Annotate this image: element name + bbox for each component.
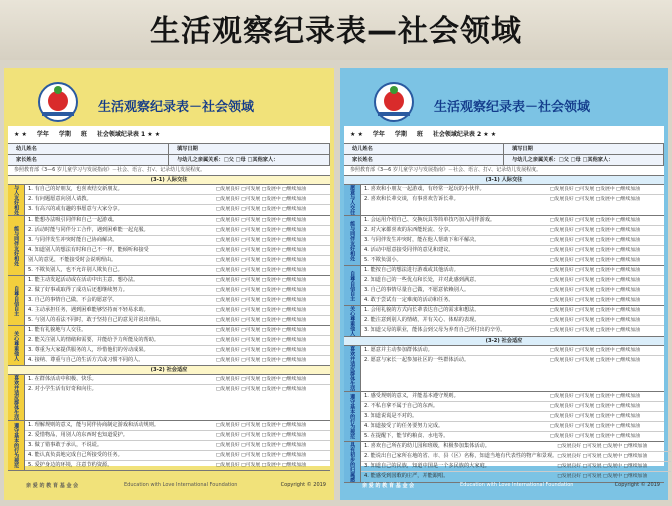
rating-checkboxes[interactable]: □发展良好 □可发展 □发展中 □继续加油 (216, 277, 306, 283)
rating-checkboxes[interactable]: □发展良好 □可发展 □发展中 □继续加油 (216, 297, 306, 303)
rating-checkboxes[interactable]: □发展良好 □可发展 □发展中 □继续加油 (550, 327, 640, 333)
category-label: 喜欢并适应群体生活 (344, 346, 361, 391)
item-list (25, 375, 330, 420)
item-list (25, 421, 330, 470)
observation-item (361, 286, 664, 296)
item-text: 5. 不欺负弱小。 (364, 257, 402, 264)
item-text: 2. 不私自拿不属于自己的东西。 (364, 403, 439, 410)
item-list (361, 346, 664, 391)
rating-checkboxes[interactable]: □发展良好 □可发展 □发展中 □继续加油 (550, 403, 640, 409)
observation-item (361, 452, 671, 462)
rating-checkboxes[interactable]: □发展良好 □可发展 □发展中 □继续加油 (216, 247, 306, 253)
item-list (25, 276, 330, 325)
rating-checkboxes[interactable]: □发展良好 □可发展 □发展中 □继续加油 (550, 277, 640, 283)
item-text: 5. 爱护身边的环境，注意节约资源。 (28, 462, 113, 469)
rating-checkboxes[interactable]: □发展良好 □可发展 □发展中 □继续加油 (216, 307, 306, 313)
sheet-header (340, 68, 668, 128)
field-label: 家长姓名 (344, 155, 504, 165)
rating-checkboxes[interactable]: □发展良好 □可发展 □发展中 □继续加油 (550, 423, 640, 429)
item-text: 2. 能关注别人的情绪和需要，并能给予力所能及的帮助。 (28, 337, 160, 344)
item-text: 3. 做了错事敢于承认，不说谎。 (28, 442, 103, 449)
sheet-footer (340, 470, 668, 500)
observation-item (361, 246, 664, 256)
item-list (25, 185, 330, 215)
observation-item (361, 216, 664, 226)
item-text: 2. 有问题愿意向别人请教。 (28, 196, 92, 203)
observation-item (25, 236, 330, 246)
category-label: 与人友好相处 (8, 185, 25, 215)
rating-checkboxes[interactable]: □发展良好 □可发展 □发展中 □继续加油 (550, 247, 640, 253)
item-text: 2. 做了好事或取得了成功后还想继续努力。 (28, 287, 128, 294)
category-label: 关心尊重他人 (344, 306, 361, 336)
observation-item (25, 185, 330, 195)
rating-checkboxes[interactable]: □发展良好 □可发展 □发展中 □继续加油 (216, 196, 306, 202)
rating-checkboxes[interactable]: □发展良好 □可发展 □发展中 □继续加油 (557, 443, 648, 449)
rating-checkboxes[interactable]: □发展良好 □可发展 □发展中 □继续加油 (216, 317, 306, 323)
meta-label: ★ ★ (14, 130, 27, 138)
item-text: 5. 不欺负别人，也不允许别人欺负自己。 (28, 267, 123, 274)
meta-label: 学年 (372, 130, 385, 138)
category-label: 喜欢并适应群体生活 (8, 375, 25, 420)
item-text: 3. 有高兴的或有趣的事愿意与大家分享。 (28, 206, 123, 213)
observation-item (25, 286, 330, 296)
meta-label: 社会领域纪录表 2 ★ ★ (432, 130, 497, 138)
item-text: 3. 知道说谎是不对的。 (364, 413, 418, 420)
item-text: 2. 活动时能与同伴分工合作，遇到困难能一起克服。 (28, 227, 149, 234)
item-text: 4. 知道别人的想法有时和自己不一样，能倾听和接受 (28, 247, 149, 254)
rating-checkboxes[interactable]: □发展良好 □可发展 □发展中 □继续加油 (216, 376, 306, 382)
rating-checkboxes[interactable]: □发展良好 □可发展 □发展中 □继续加油 (550, 257, 640, 263)
sheet-footer (4, 470, 334, 500)
category-label: 愿意与人交往 (344, 185, 361, 215)
item-text: 4. 能认真负责地完成自己所接受的任务。 (28, 452, 123, 459)
rating-checkboxes[interactable]: □发展良好 □可发展 □发展中 □继续加油 (550, 307, 640, 313)
observation-item (25, 316, 330, 325)
item-text: 1. 愿意并主动参加群体活动。 (364, 347, 433, 354)
meta-label: 学期 (58, 130, 71, 138)
item-text: 3. 与同伴发生冲突时能自己协商解决。 (28, 237, 118, 244)
section-header: (3-1) 人际交往 (344, 176, 664, 185)
foundation-logo-icon (374, 82, 414, 122)
category-group (8, 375, 330, 421)
field-label: 与幼儿之亲属关系：□父 □母 □其他家人： (169, 155, 330, 165)
field-label: 幼儿姓名 (8, 144, 169, 154)
rating-checkboxes[interactable]: □发展良好 □可发展 □发展中 □继续加油 (557, 463, 648, 469)
item-text: 1. 能有礼貌地与人交往。 (28, 327, 87, 334)
observation-item (25, 356, 330, 365)
observation-item (361, 326, 664, 335)
category-label: 关心尊重他人 (8, 326, 25, 365)
rating-checkboxes[interactable]: □发展良好 □可发展 □发展中 □继续加油 (216, 217, 306, 223)
meta-row (344, 126, 664, 144)
item-text: 4. 能感受到国歌的庄严，并能跟唱。 (364, 473, 449, 480)
item-text: 3. 知道父母的职业，能体会到父母为养育自己所付出的辛劳。 (364, 327, 506, 334)
observation-item (25, 256, 330, 266)
category-label: 遵守基本的行为规范 (8, 421, 25, 470)
item-text: 2. 对大家都喜欢的东西能轮流、分享。 (364, 227, 454, 234)
category-group (344, 216, 664, 266)
item-text: 1. 会用礼貌的方式向长辈表达自己的需求和想法。 (364, 307, 480, 314)
item-list (361, 266, 664, 305)
item-text: 1. 能想办法吸引同伴和自己一起游戏。 (28, 217, 118, 224)
field-row (8, 144, 330, 155)
observation-item (25, 441, 330, 451)
category-group (344, 306, 664, 337)
rating-checkboxes[interactable]: □发展良好 □可发展 □发展中 □继续加油 (550, 186, 640, 192)
rating-checkboxes[interactable]: □发展良好 □可发展 □发展中 □继续加油 (216, 227, 306, 233)
rating-checkboxes[interactable]: □发展良好 □可发展 □发展中 □继续加油 (550, 217, 640, 223)
sheet-yellow (4, 68, 334, 500)
category-group (8, 326, 330, 366)
foundation-logo-icon (38, 82, 78, 122)
footer-org-cn: 亲 爱 的 教 育 基 金 会 (26, 483, 79, 489)
section-header: (3-2) 社会适应 (8, 366, 330, 375)
observation-item (25, 276, 330, 286)
item-text: 1. 感受规则的意义，并能基本遵守规则。 (364, 393, 459, 400)
item-text: 1. 能主动发起活动或在活动中出主意、想办法。 (28, 277, 139, 284)
item-text: 4. 接纳、尊重与自己的生活方式或习惯不同的人。 (28, 357, 144, 364)
category-group (8, 185, 330, 216)
rating-checkboxes[interactable]: □发展良好 □可发展 □发展中 □继续加油 (216, 422, 306, 428)
rating-checkboxes[interactable]: □发展良好 □可发展 □发展中 □继续加油 (216, 257, 306, 263)
item-text: 3. 知道自己的民族，知道中国是一个多民族的大家庭。 (364, 463, 490, 470)
item-text: 2. 爱惜物品，用别人的东西时也知道爱护。 (28, 432, 128, 439)
field-label: 家长姓名 (8, 155, 169, 165)
record-form (344, 126, 664, 482)
observation-item (361, 442, 671, 452)
field-label: 填写日期 (504, 144, 664, 154)
footer-org-en: Education with Love International Foundation (460, 482, 574, 488)
item-text: 5. 与别人的看法不同时，敢于坚持自己的意见并说出理由。 (28, 317, 165, 324)
top-banner (0, 0, 672, 60)
rating-checkboxes[interactable]: □发展良好 □可发展 □发展中 □继续加油 (550, 287, 640, 293)
observation-item (25, 431, 330, 441)
footer-org-cn: 亲 爱 的 教 育 基 金 会 (362, 483, 415, 489)
observation-item (25, 246, 330, 256)
observation-item (25, 216, 330, 226)
meta-row (8, 126, 330, 144)
observation-item (361, 236, 664, 246)
category-group (8, 276, 330, 326)
category-group (344, 346, 664, 392)
rating-checkboxes[interactable]: □发展良好 □可发展 □发展中 □继续加油 (216, 432, 306, 438)
item-text: 2. 能说出自己家所在地的省、市、县（区）名称，知道当地有代表性的物产和景观。 (364, 453, 558, 460)
item-text: 别人的意见，不能接受时会说明理由。 (28, 257, 117, 264)
rating-checkboxes[interactable]: □发展良好 □可发展 □发展中 □继续加油 (550, 413, 640, 419)
item-list (25, 326, 330, 365)
rating-checkboxes[interactable]: □发展良好 □可发展 □发展中 □继续加油 (557, 453, 648, 459)
observation-item (361, 346, 664, 356)
meta-label: 学年 (36, 130, 49, 138)
observation-item (361, 316, 664, 326)
item-text: 1. 有自己的好朋友，也喜欢结交新朋友。 (28, 186, 123, 193)
item-text: 1. 能按自己的想法进行游戏或其他活动。 (364, 267, 459, 274)
category-label: 自尊自信自主 (344, 266, 361, 305)
sheet-title: 生活观察纪录表－社会领域 (98, 100, 255, 115)
item-text: 2. 知道自己的一些优点和长处，并对此感到满意。 (364, 277, 480, 284)
field-label: 填写日期 (169, 144, 330, 154)
item-text: 1. 在群体活动中积极、快乐。 (28, 376, 97, 383)
observation-item (361, 432, 664, 441)
category-group (344, 185, 664, 216)
rating-checkboxes[interactable]: □发展良好 □可发展 □发展中 □继续加油 (550, 393, 640, 399)
observation-item (361, 266, 664, 276)
item-text: 4. 知道接受了的任务要努力完成。 (364, 423, 444, 430)
item-text: 1. 喜欢和小朋友一起游戏，有经常一起玩的小伙伴。 (364, 186, 485, 193)
category-label: 自尊自信自主 (8, 276, 25, 325)
meta-label: 班 (80, 130, 87, 138)
rating-checkboxes[interactable]: □发展良好 □可发展 □发展中 □继续加油 (550, 317, 640, 323)
observation-item (25, 266, 330, 275)
meta-label: ★ ★ (350, 130, 363, 138)
item-text: 3. 尊重为大家提供服务的人，珍惜他们的劳动成果。 (28, 347, 149, 354)
category-label: 具有初步的归属感 (344, 442, 361, 482)
item-text: 5. 在提醒下，能节约粮食、水电等。 (364, 433, 449, 440)
item-list (25, 216, 330, 275)
field-label: 幼儿姓名 (344, 144, 504, 154)
observation-item (25, 326, 330, 336)
observation-item (361, 276, 664, 286)
field-row (8, 155, 330, 166)
category-group (8, 421, 330, 471)
rating-checkboxes[interactable]: □发展良好 □可发展 □发展中 □继续加油 (216, 206, 306, 212)
rating-checkboxes[interactable]: □发展良好 □可发展 □发展中 □继续加油 (216, 442, 306, 448)
observation-item (25, 385, 330, 394)
section-header: (3-2) 社会适应 (344, 337, 664, 346)
meta-label: 学期 (394, 130, 407, 138)
rating-checkboxes[interactable]: □发展良好 □可发展 □发展中 □继续加油 (550, 297, 640, 303)
item-text: 2. 愿意与家长一起参加社区的一些群体活动。 (364, 357, 470, 364)
observation-item (361, 185, 664, 195)
rating-checkboxes[interactable]: □发展良好 □可发展 □发展中 □继续加油 (550, 267, 640, 273)
item-text: 1. 理解规则的意义，能与同伴协商制定游戏和活动规则。 (28, 422, 160, 429)
rating-checkboxes[interactable]: □发展良好 □可发展 □发展中 □继续加油 (216, 186, 306, 192)
rating-checkboxes[interactable]: □发展良好 □可发展 □发展中 □继续加油 (216, 462, 306, 468)
category-label: 能与同伴友好相处 (344, 216, 361, 265)
guideline-note: 参照教育部《3—6 岁儿童学习与发展指南》－社会、语言、打√、记录幼儿发展程度。 (8, 166, 330, 176)
rating-checkboxes[interactable]: □发展良好 □可发展 □发展中 □继续加油 (550, 237, 640, 243)
page-title: 生活观察纪录表—社会领域 (150, 14, 522, 49)
observation-item (25, 375, 330, 385)
rating-checkboxes[interactable]: □发展良好 □可发展 □发展中 □继续加油 (550, 433, 640, 439)
item-text: 1. 会运用介绍自己、交换玩具等简单技巧加入同伴游戏。 (364, 217, 496, 224)
field-label: 与幼儿之亲属关系：□父 □母 □其他家人： (504, 155, 664, 165)
observation-item (25, 336, 330, 346)
footer-copyright: Copyright © 2019 (280, 482, 326, 488)
rating-checkboxes[interactable]: □发展良好 □可发展 □发展中 □继续加油 (216, 267, 306, 273)
item-text: 4. 活动中愿意接受同伴的意见和建议。 (364, 247, 454, 254)
field-row (344, 155, 664, 166)
category-label: 能与同伴友好相处 (8, 216, 25, 275)
observation-item (25, 346, 330, 356)
observation-item (25, 226, 330, 236)
category-group (8, 216, 330, 276)
item-text: 3. 自己的事情尽量自己做，不愿意依赖别人。 (364, 287, 470, 294)
rating-checkboxes[interactable]: □发展良好 □可发展 □发展中 □继续加油 (550, 227, 640, 233)
item-list (361, 306, 664, 336)
observation-item (25, 306, 330, 316)
sheet-blue (340, 68, 668, 500)
item-text: 2. 能注意到别人的情绪，并有关心、体贴的表现。 (364, 317, 480, 324)
field-row (344, 144, 664, 155)
rating-checkboxes[interactable]: □发展良好 □可发展 □发展中 □继续加油 (550, 347, 640, 353)
observation-item (25, 421, 330, 431)
observation-item (361, 412, 664, 422)
category-group (344, 392, 664, 442)
rating-checkboxes[interactable]: □发展良好 □可发展 □发展中 □继续加油 (216, 337, 306, 343)
item-text: 3. 自己的事情自己做，不会的愿意学。 (28, 297, 118, 304)
observation-item (361, 195, 664, 204)
item-text: 1. 喜欢自己所在的幼儿园和班级，积极参加集体活动。 (364, 443, 490, 450)
sheet-header (4, 68, 334, 128)
rating-checkboxes[interactable]: □发展良好 □可发展 □发展中 □继续加油 (216, 237, 306, 243)
record-form (8, 126, 330, 469)
rating-checkboxes[interactable]: □发展良好 □可发展 □发展中 □继续加油 (216, 386, 306, 392)
observation-item (25, 461, 330, 470)
item-text: 2. 对小学生活有好奇和向往。 (28, 386, 97, 393)
item-text: 4. 敢于尝试有一定难度的活动和任务。 (364, 297, 454, 304)
rating-checkboxes[interactable]: □发展良好 □可发展 □发展中 □继续加油 (550, 196, 640, 202)
observation-item (361, 356, 664, 365)
observation-item (361, 306, 664, 316)
footer-copyright: Copyright © 2019 (614, 482, 660, 488)
item-text: 4. 主动承担任务，遇到困难能够坚持而不轻易求助。 (28, 307, 149, 314)
observation-item (361, 226, 664, 236)
rating-checkboxes[interactable]: □发展良好 □可发展 □发展中 □继续加油 (216, 357, 306, 363)
item-list (361, 185, 664, 215)
rating-checkboxes[interactable]: □发展良好 □可发展 □发展中 □继续加油 (550, 357, 640, 363)
sheet-title: 生活观察纪录表－社会领域 (434, 100, 591, 115)
observation-item (361, 256, 664, 265)
rating-checkboxes[interactable]: □发展良好 □可发展 □发展中 □继续加油 (216, 347, 306, 353)
category-label: 遵守基本的行为规范 (344, 392, 361, 441)
meta-label: 班 (416, 130, 423, 138)
item-text: 3. 与同伴发生冲突时，能在他人帮助下和平解决。 (364, 237, 480, 244)
observation-item (361, 392, 664, 402)
item-list (361, 392, 664, 441)
meta-label: 社会领域纪录表 1 ★ ★ (96, 130, 161, 138)
rating-checkboxes[interactable]: □发展良好 □可发展 □发展中 □继续加油 (216, 327, 306, 333)
observation-item (361, 402, 664, 412)
item-list (361, 216, 664, 265)
observation-item (361, 296, 664, 305)
rating-checkboxes[interactable]: □发展良好 □可发展 □发展中 □继续加油 (216, 452, 306, 458)
observation-item (25, 195, 330, 205)
footer-org-en: Education with Love International Foundation (124, 482, 238, 488)
item-text: 2. 喜欢和长辈交谈，有事喜欢告诉长辈。 (364, 196, 459, 203)
observation-item (361, 422, 664, 432)
section-header: (3-1) 人际交往 (8, 176, 330, 185)
rating-checkboxes[interactable]: □发展良好 □可发展 □发展中 □继续加油 (216, 287, 306, 293)
rating-checkboxes[interactable]: □发展良好 □可发展 □发展中 □继续加油 (557, 473, 648, 479)
guideline-note: 参照教育部《3—6 岁儿童学习与发展指南》－社会、语言、打√、记录幼儿发展程度。 (344, 166, 664, 176)
category-group (344, 266, 664, 306)
observation-item (25, 296, 330, 306)
observation-item (25, 205, 330, 214)
observation-item (25, 451, 330, 461)
